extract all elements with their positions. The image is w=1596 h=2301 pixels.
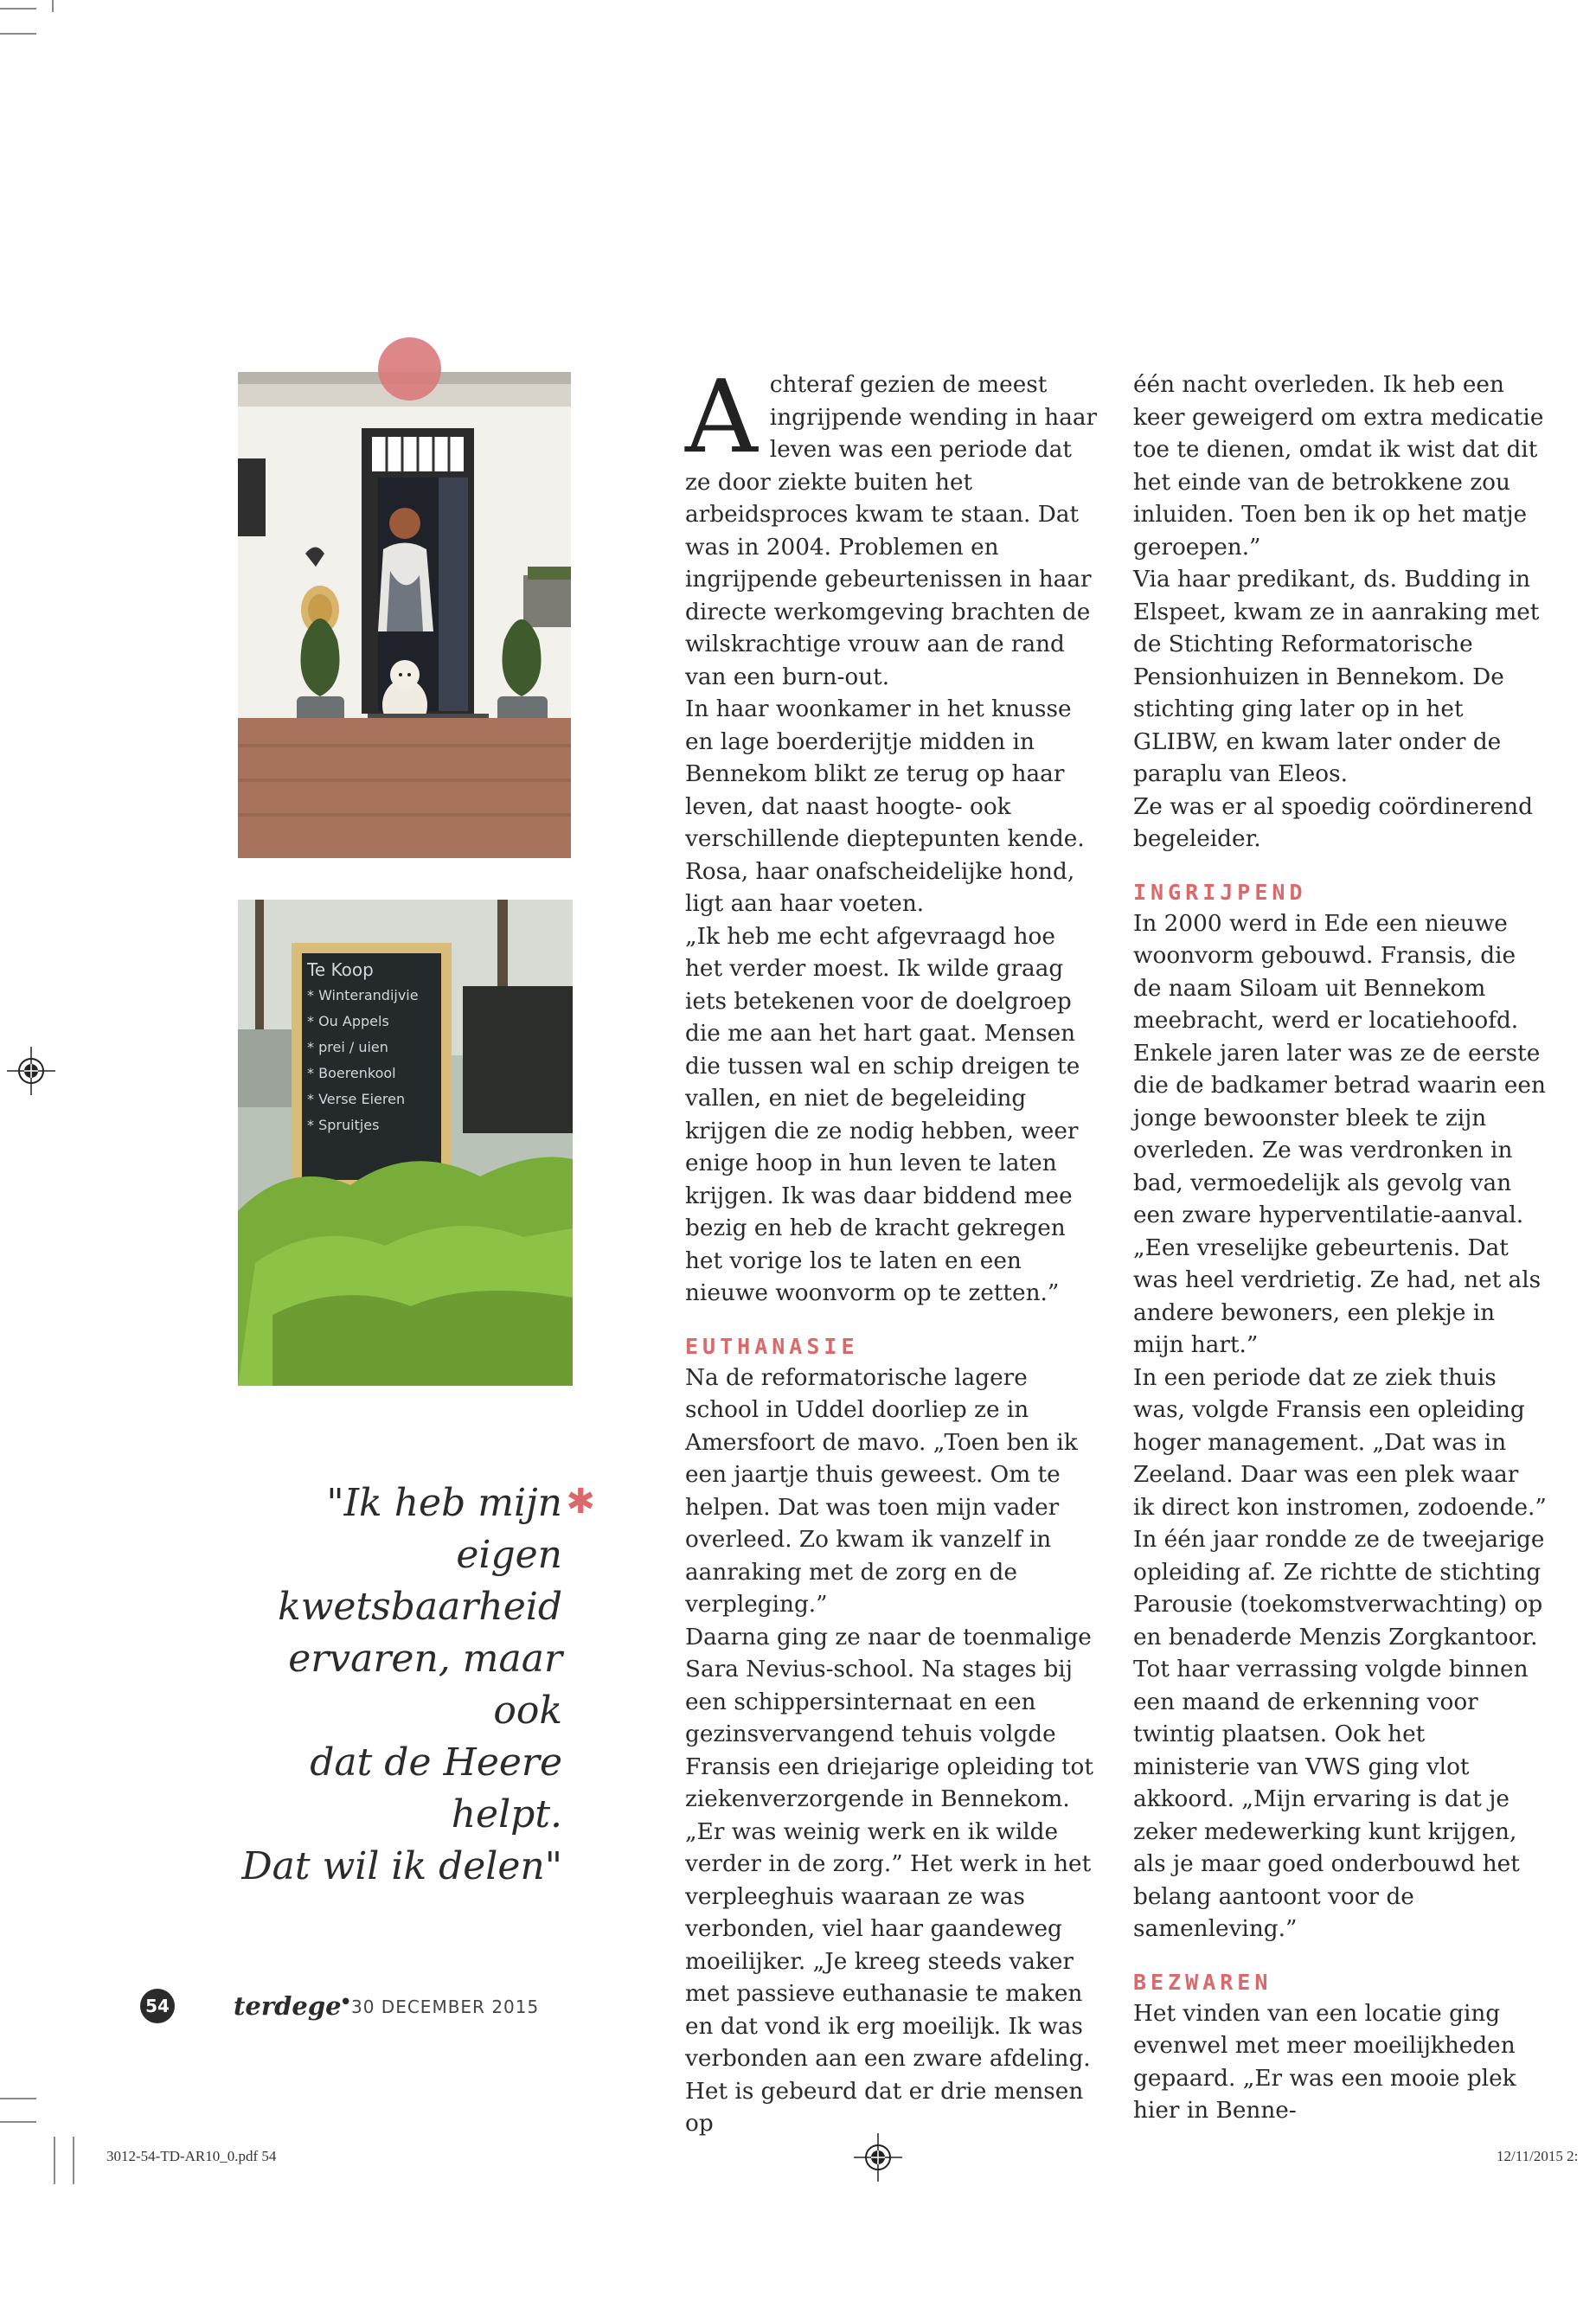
chalk-line: * Boerenkool (307, 1065, 396, 1081)
subheading-ingrijpend: INGRIJPEND (1133, 879, 1307, 905)
quote-line: "Ik heb mijn eigen (326, 1481, 562, 1577)
issue-date: 30 DECEMBER 2015 (351, 1997, 540, 2017)
paragraph: Daarna ging ze naar de toenmalige Sara Nevius-school. Na stages bij een schippersinternaat en een gezinsvervangend tehuis volgde Fransis een driejarige opleiding tot ziekenverzorgende in Bennekom. „Er was weinig werk en ik wilde verder in de zorg.” Het werk in het verpleeghuis waaraan ze was verbonden, viel haar gaandeweg moeilijker. „Je kreeg steeds vaker met passieve euthanasie te maken en dat vond ik erg moeilijk. Ik was verbonden aan een zware afdeling. Het is gebeurd dat er drie mensen op (685, 1624, 1093, 2137)
pull-quote (234, 1477, 595, 1893)
folio-separator: • (339, 1990, 353, 2016)
paragraph: „Ik heb me echt afgevraagd hoe het verder moest. Ik wilde graag iets betekenen voor de doelgroep die me aan het hart gaat. Mensen die tussen wal en schip dreigen te vallen, en niet de begeleiding krijgen die ze nodig hebben, weer enige hoop in hun leven te laten krijgen. Ik was daar biddend mee bezig en heb de kracht gekregen het vorige los te laten en een nieuwe woonvorm op te zetten.” (685, 923, 1080, 1306)
crop-mark (0, 2098, 36, 2099)
subheading-euthanasie: EUTHANASIE (685, 1333, 859, 1359)
paragraph: In haar woonkamer in het knusse en lage boerderijtje midden in Bennekom blikt ze terug op haar leven, dat naast hoogte- ook verschillende dieptepunten kende. Rosa, haar onafscheidelijke hond, ligt aan haar voeten. (685, 696, 1085, 917)
decorative-dot (378, 337, 441, 401)
paragraph: Via haar predikant, ds. Budding in Elspeet, kwam ze in aanraking met de Stichting Reformatorische Pensionhuizen in Bennekom. De stichting ging later op in het GLIBW, en kwam later onder de paraplu van Eleos. (1133, 567, 1540, 787)
page-number: 54 (140, 1989, 175, 2023)
chalk-line: * prei / uien (307, 1039, 388, 1055)
crop-mark (0, 8, 36, 10)
slug-filename: 3012-54-TD-AR10_0.pdf 54 (106, 2148, 277, 2164)
quote-line: kwetsbaarheid (278, 1585, 562, 1629)
quote-line: dat de Heere helpt. (310, 1740, 562, 1836)
drop-cap: A (685, 359, 758, 476)
intro-paragraph (685, 359, 1099, 694)
registration-mark-icon (7, 1047, 55, 1095)
crop-mark (0, 33, 36, 35)
photo-chalkboard-sign (238, 900, 573, 1386)
paragraph: In een periode dat ze ziek thuis was, volgde Fransis een opleiding hoger management. „Dat was in Zeeland. Daar was een plek waar ik direct kon instromen, zodoende.” In één jaar rondde ze de tweejarige opleiding af. Ze richtte de stichting Parousie (toekomstverwachting) op en benaderde Menzis Zorgkantoor. Tot haar verrassing volgde binnen een maand de erkenning voor twintig plaatsen. Ook het ministerie van VWS ging vlot akkoord. „Mijn ervaring is dat je zeker medewerking kunt krijgen, als je maar goed onderbouwd het belang aantoont voor de samenleving.” (1133, 1364, 1547, 1942)
chalk-line: * Verse Eieren (307, 1091, 406, 1107)
intro-text: chteraf gezien de meest ingrijpende wending in haar leven was een periode dat ze door ziekte buiten het arbeidsproces kwam te staan. Dat was in 2004. Problemen en ingrijpende gebeurtenissen in haar directe werkomgeving brachten de wilskrachtige vrouw aan de rand van een burn-out. (685, 372, 1098, 690)
subheading-bezwaren: BEZWAREN (1133, 1969, 1272, 1995)
paragraph: Ze was er al spoedig coördinerend begeleider. (1133, 793, 1533, 852)
quote-line: ervaren, maar ook (288, 1637, 562, 1733)
article-column-middle (685, 359, 1099, 2141)
chalk-line: * Ou Appels (307, 1013, 389, 1029)
crop-mark (52, 0, 54, 12)
chalk-line: * Winterandijvie (307, 987, 419, 1003)
slug-date: 12/11/2015 2: (1497, 2148, 1579, 2164)
crop-mark (54, 2137, 55, 2184)
article-column-right (1133, 369, 1547, 2128)
quote-line: Dat wil ik delen" (241, 1844, 562, 1888)
chalk-line: * Spruitjes (307, 1117, 380, 1133)
chalkboard-text (307, 957, 441, 1138)
paragraph: Het vinden van een locatie ging evenwel met meer moeilijkheden gepaard. „Er was een mooie plek hier in Benne- (1133, 2000, 1516, 2124)
crop-mark (0, 2121, 36, 2123)
crop-mark (73, 2137, 74, 2184)
chalk-line: Te Koop (307, 959, 374, 980)
paragraph: Na de reformatorische lagere school in Uddel doorliep ze in Amersfoort de mavo. „Toen ben ik een jaartje thuis geweest. Om te helpen. Dat was toen mijn vader overleed. Zo kwam ik vanzelf in aanraking met de zorg en de verpleging.” (685, 1364, 1078, 1618)
photo-farmhouse-door (238, 372, 571, 858)
paragraph: één nacht overleden. Ik heb een keer geweigerd om extra medicatie toe te dienen, omdat ik wist dat dit het einde van de betrokkene zou inluiden. Toen ben ik op het matje geroepen.” (1133, 372, 1544, 561)
magazine-name: terdege (234, 1991, 342, 2021)
paragraph: In 2000 werd in Ede een nieuwe woonvorm gebouwd. Fransis, die de naam Siloam uit Bennekom meebracht, werd er locatiehoofd. Enkele jaren later was ze de eerste die de badkamer betrad waarin een jonge bewoonster bleek te zijn overleden. Ze was verdronken in bad, vermoedelijk als gevolg van een zware hyperventilatie-aanval. „Een vreselijke gebeurtenis. Dat was heel verdrietig. Ze had, net als andere bewoners, een plekje in mijn hart.” (1133, 910, 1546, 1358)
star-icon: ✱ (566, 1482, 595, 1522)
